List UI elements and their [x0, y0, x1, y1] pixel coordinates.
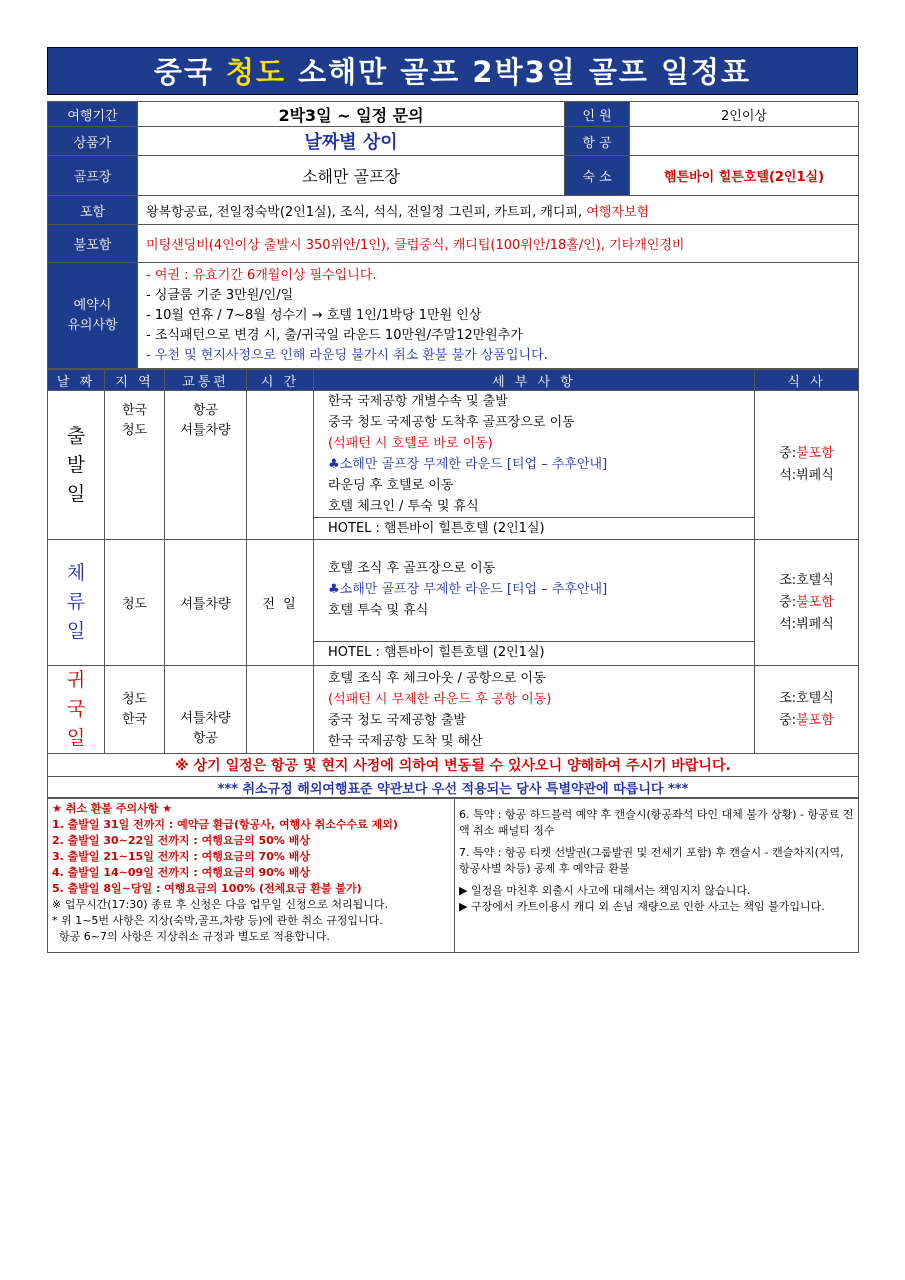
- refund-item: 5. 출발일 8일~당일 : 여행요금의 100% (전체요금 환불 불가): [52, 882, 362, 895]
- detail-line: 호텔 조식 후 골프장으로 이동: [328, 561, 496, 576]
- title-highlight: 청도: [226, 55, 287, 89]
- include-text: 왕복항공료, 전일정숙박(2인1실), 조식, 석식, 전일정 그린피, 카트피, 캐디피,: [146, 204, 587, 220]
- schedule-row-day2: [48, 540, 859, 666]
- note-item: - 조식패턴으로 변경 시, 출/귀국일 라운드 10만원/주말12만원추가: [146, 327, 523, 343]
- hotel-line: HOTEL : 햄튼바이 힐튼호텔 (2인1실): [314, 641, 754, 663]
- notice-cancel-policy: *** 취소규정 해외여행표준 약관보다 우선 적용되는 당사 특별약관에 따릅니다 ***: [48, 777, 859, 798]
- title-part-1: 중국: [153, 55, 227, 89]
- include-label: 포함: [48, 196, 138, 225]
- detail-line: 라운딩 후 호텔로 이동: [328, 478, 454, 493]
- detail-line: 중국 청도 국제공항 도착후 골프장으로 이동: [328, 415, 575, 430]
- meal-lunch-value: 불포함: [796, 594, 834, 610]
- day-label: [48, 666, 105, 754]
- header-date: 날 짜: [48, 370, 105, 391]
- day-label: [48, 391, 105, 540]
- refund-right: [455, 799, 859, 953]
- meal-lunch: [755, 443, 858, 465]
- refund-special: 7. 특약 : 항공 티켓 선발권(그룹발권 및 전세기 포함) 후 캔슬시 - 캔슬차지(지역, 항공사별 차등) 공제 후 예약금 환불: [459, 846, 844, 875]
- note-item: - 싱글룸 기준 3만원/인/일: [146, 287, 294, 303]
- stay-label: 숙 소: [565, 156, 630, 196]
- note-item: - 10월 연휴 / 7~8월 성수기 → 호텔 1인/1박당 1만원 인상: [146, 307, 482, 323]
- detail-line: 호텔 조식 후 체크아웃 / 공항으로 이동: [328, 670, 546, 686]
- day-char: 귀: [66, 669, 86, 691]
- schedule-table: [47, 369, 859, 798]
- day-char: 류: [66, 591, 86, 613]
- notes-label-1: 예약시: [73, 297, 112, 313]
- day-char: 체: [66, 562, 86, 584]
- day-label: [48, 540, 105, 666]
- meal-lunch-label: 중:: [779, 712, 797, 728]
- meal-cell: [755, 540, 859, 666]
- refund-item: 4. 출발일 14~09일 전까지 : 여행요금의 90% 배상: [52, 866, 310, 879]
- region-cell: 한국 청도: [105, 391, 165, 540]
- detail-cell: [314, 391, 755, 540]
- detail-cell: [314, 666, 755, 754]
- meal-cell: [755, 666, 859, 754]
- title-part-2: 소해만 골프 2박3일 골프 일정표: [286, 55, 752, 89]
- meal-breakfast: 조:호텔식: [779, 690, 834, 706]
- meal-lunch-value: 불포함: [796, 446, 834, 461]
- note-item: - 여권 : 유효기간 6개월이상 필수입니다.: [146, 267, 377, 283]
- exclude-value: 미팅샌딩비(4인이상 출발시 350위안/1인), 클럽중식, 캐디팁(100위안/18홀/인), 기타개인경비: [138, 225, 859, 263]
- period-value: 2박3일 ~ 일정 문의: [138, 102, 565, 127]
- stay-value: 햄튼바이 힐튼호텔(2인1실): [630, 156, 859, 196]
- golf-value: 소해만 골프장: [138, 156, 565, 196]
- header-detail: 세 부 사 항: [314, 370, 755, 391]
- refund-item: 3. 출발일 21~15일 전까지 : 여행요금의 70% 배상: [52, 850, 310, 863]
- itinerary-sheet: [47, 47, 858, 953]
- region-cell: 청도: [105, 540, 165, 666]
- detail-cell: [314, 540, 755, 666]
- detail-line: ♣소해만 골프장 무제한 라운드 [티업 – 추후안내]: [328, 457, 608, 472]
- meal-lunch: [755, 592, 858, 614]
- notice-schedule-change: ※ 상기 일정은 항공 및 현지 사정에 의하여 변동될 수 있사오니 양해하여 주시기 바랍니다.: [48, 754, 859, 777]
- refund-note: * 위 1~5번 사항은 지상(숙박,골프,차량 등)에 관한 취소 규정입니다.: [52, 914, 383, 927]
- refund-special: 6. 특약 : 항공 하드블럭 예약 후 캔슬시(항공좌석 타인 대체 불가 상황) - 항공료 전액 취소 패널티 징수: [459, 808, 854, 837]
- meal-lunch-label: 중:: [779, 594, 797, 610]
- day-char: 출: [66, 424, 86, 447]
- refund-table: [47, 798, 859, 953]
- transport-cell: 셔틀차량 항공: [165, 666, 247, 754]
- day-char: 국: [66, 698, 86, 720]
- include-value: [138, 196, 859, 225]
- notes-label: [48, 263, 138, 369]
- header-meal: 식 사: [755, 370, 859, 391]
- header-transport: 교통편: [165, 370, 247, 391]
- detail-line: 호텔 투숙 및 휴식: [328, 603, 429, 618]
- time-cell: [247, 391, 314, 540]
- refund-note: 항공 6~7의 사항은 지상취소 규정과 별도로 적용합니다.: [52, 930, 330, 943]
- include-insurance: 여행자보험: [586, 204, 650, 220]
- notes-list: [138, 263, 859, 369]
- notes-label-2: 유의사항: [67, 317, 118, 333]
- refund-special: ▶ 일정을 마친후 외출시 사고에 대해서는 책임지지 않습니다.: [459, 884, 751, 897]
- refund-left: [48, 799, 455, 953]
- day-char: 일: [66, 727, 86, 749]
- detail-line: 호텔 체크인 / 투숙 및 휴식: [328, 499, 479, 514]
- refund-special: ▶ 구장에서 카트이용시 캐디 외 손님 재량으로 인한 사고는 책임 불가입니다.: [459, 900, 825, 913]
- exclude-label: 불포함: [48, 225, 138, 263]
- note-item: - 우천 및 현지사정으로 인해 라운딩 불가시 취소 환불 불가 상품입니다.: [146, 347, 548, 363]
- meal-lunch-label: 중:: [779, 446, 797, 461]
- day-char: 일: [66, 620, 86, 642]
- time-cell: [247, 666, 314, 754]
- day-char: 일: [66, 482, 86, 505]
- refund-item: 2. 출발일 30~22일 전까지 : 여행요금의 50% 배상: [52, 834, 310, 847]
- detail-line: 한국 국제공항 도착 및 해산: [328, 733, 483, 749]
- refund-note: ※ 업무시간(17:30) 종료 후 신청은 다음 업무일 신청으로 처리됩니다.: [52, 898, 388, 911]
- meal-lunch-value: 불포함: [796, 712, 834, 728]
- refund-title: ★ 취소 환불 주의사항 ★: [52, 802, 173, 815]
- detail-line: (석패턴 시 호텔로 바로 이동): [328, 436, 493, 451]
- detail-line: (석패턴 시 무제한 라운드 후 공항 이동): [328, 691, 552, 707]
- detail-line: ♣소해만 골프장 무제한 라운드 [티업 – 추후안내]: [328, 582, 608, 597]
- detail-line: 한국 국제공항 개별수속 및 출발: [328, 394, 508, 409]
- schedule-row-day3: [48, 666, 859, 754]
- airline-value: [630, 127, 859, 156]
- meal-lunch: [755, 710, 858, 732]
- detail-line: 중국 청도 국제공항 출발: [328, 712, 466, 728]
- header-region: 지 역: [105, 370, 165, 391]
- page-title: [47, 47, 858, 95]
- persons-value: 2인이상: [630, 102, 859, 127]
- refund-item: 1. 출발일 31일 전까지 : 예약금 환급(항공사, 여행사 취소수수료 제외): [52, 818, 398, 831]
- airline-label: 항 공: [565, 127, 630, 156]
- price-value: 날짜별 상이: [138, 127, 565, 156]
- region-cell: 청도 한국: [105, 666, 165, 754]
- meal-breakfast: 조:호텔식: [779, 572, 834, 588]
- time-cell: 전 일: [247, 540, 314, 666]
- persons-label: 인 원: [565, 102, 630, 127]
- schedule-row-day1: [48, 391, 859, 540]
- price-label: 상품가: [48, 127, 138, 156]
- golf-label: 골프장: [48, 156, 138, 196]
- transport-cell: 셔틀차량: [165, 540, 247, 666]
- hotel-line: HOTEL : 햄튼바이 힐튼호텔 (2인1실): [314, 517, 754, 539]
- meal-dinner: 석:뷔페식: [779, 616, 834, 632]
- header-time: 시 간: [247, 370, 314, 391]
- transport-cell: 항공 셔틀차량: [165, 391, 247, 540]
- meal-dinner: 석:뷔페식: [779, 468, 834, 483]
- period-label: 여행기간: [48, 102, 138, 127]
- meal-cell: [755, 391, 859, 540]
- day-char: 발: [66, 453, 86, 476]
- info-table: [47, 101, 859, 369]
